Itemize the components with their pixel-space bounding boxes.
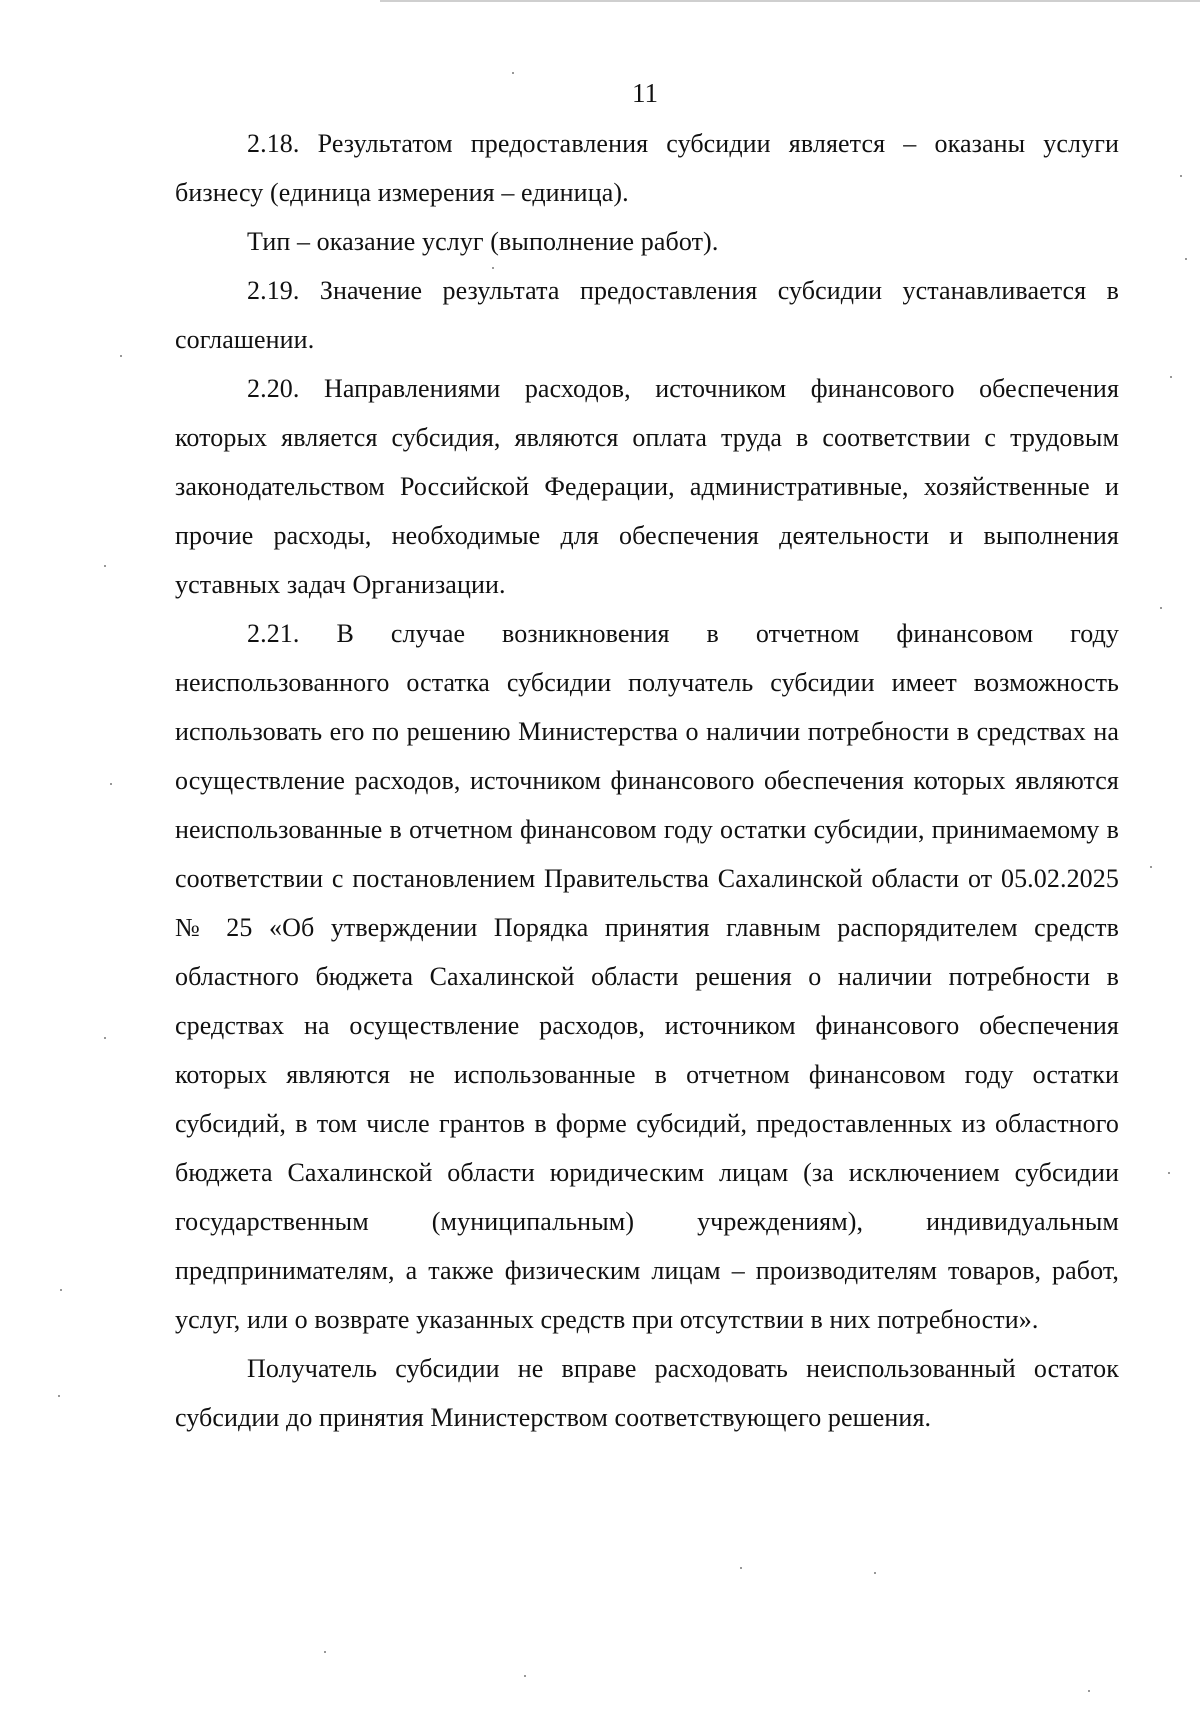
scan-speck xyxy=(1088,1690,1090,1692)
paragraph-2-19: 2.19. Значение результата предоставления субсидии устанавливается в соглашении. xyxy=(175,276,1119,354)
paragraph-2-21: 2.21. В случае возникновения в отчетном финансовом году неиспользованного остатка субсидии получатель субсидии имеет возможность использовать его по решению Министерства о наличии потребности в средствах на осуществление расходов, источником финансового обеспечения которых являются неиспользованные в отчетном финансовом году остатки субсидии, принимаемому в соответствии с постановлением Правительства Сахалинской области от 05.02.2025 № 25 «Об утверждении Порядка принятия главным распорядителем средств областного бюджета Сахалинской области решения о наличии потребности в средствах на осуществление расходов, источником финансового обеспечения которых являются не использованные в отчетном финансовом году остатки субсидий, в том числе грантов в форме субсидий, предоставленных из областного бюджета Сахалинской области юридическим лицам (за исключением субсидии государственным (муниципальным) учреждениям), индивидуальным предпринимателям, а также физическим лицам – производителям товаров, работ, услуг, или о возврате указанных средств при отсутствии в них потребности». xyxy=(175,619,1119,1334)
scan-speck xyxy=(58,1395,60,1397)
scan-speck xyxy=(1168,1172,1170,1174)
page-number: 11 xyxy=(632,78,658,108)
scan-speck xyxy=(1180,175,1182,177)
paragraph-2-20: 2.20. Направлениями расходов, источником финансового обеспечения которых является субсидия, являются оплата труда в соответствии с трудовым законодательством Российской Федерации, административные, хозяйственные и прочие расходы, необходимые для обеспечения деятельности и выполнения уставных задач Организации. xyxy=(175,374,1119,599)
paragraph-recipient: Получатель субсидии не вправе расходовать неиспользованный остаток субсидии до принятия Министерством соответствующего решения. xyxy=(175,1354,1119,1432)
paragraph-type: Тип – оказание услуг (выполнение работ). xyxy=(247,227,719,256)
scan-speck xyxy=(104,1037,106,1039)
scan-speck xyxy=(1150,866,1152,868)
scan-edge xyxy=(380,0,1200,2)
scan-speck xyxy=(1160,607,1162,609)
scan-speck xyxy=(1185,258,1187,260)
scan-speck xyxy=(104,565,106,567)
scan-speck xyxy=(874,1572,876,1574)
scan-speck xyxy=(524,1675,526,1677)
scan-speck xyxy=(740,1567,742,1569)
scan-speck xyxy=(1170,376,1172,378)
document-body xyxy=(175,119,1119,1442)
scan-speck xyxy=(110,783,112,785)
paragraph-2-18: 2.18. Результатом предоставления субсидии является – оказаны услуги бизнесу (единица измерения – единица). xyxy=(175,129,1119,207)
scan-speck xyxy=(492,267,494,269)
scan-speck xyxy=(324,1651,326,1653)
scan-speck xyxy=(120,355,122,357)
scan-speck xyxy=(60,1289,62,1291)
scan-speck xyxy=(512,72,514,74)
